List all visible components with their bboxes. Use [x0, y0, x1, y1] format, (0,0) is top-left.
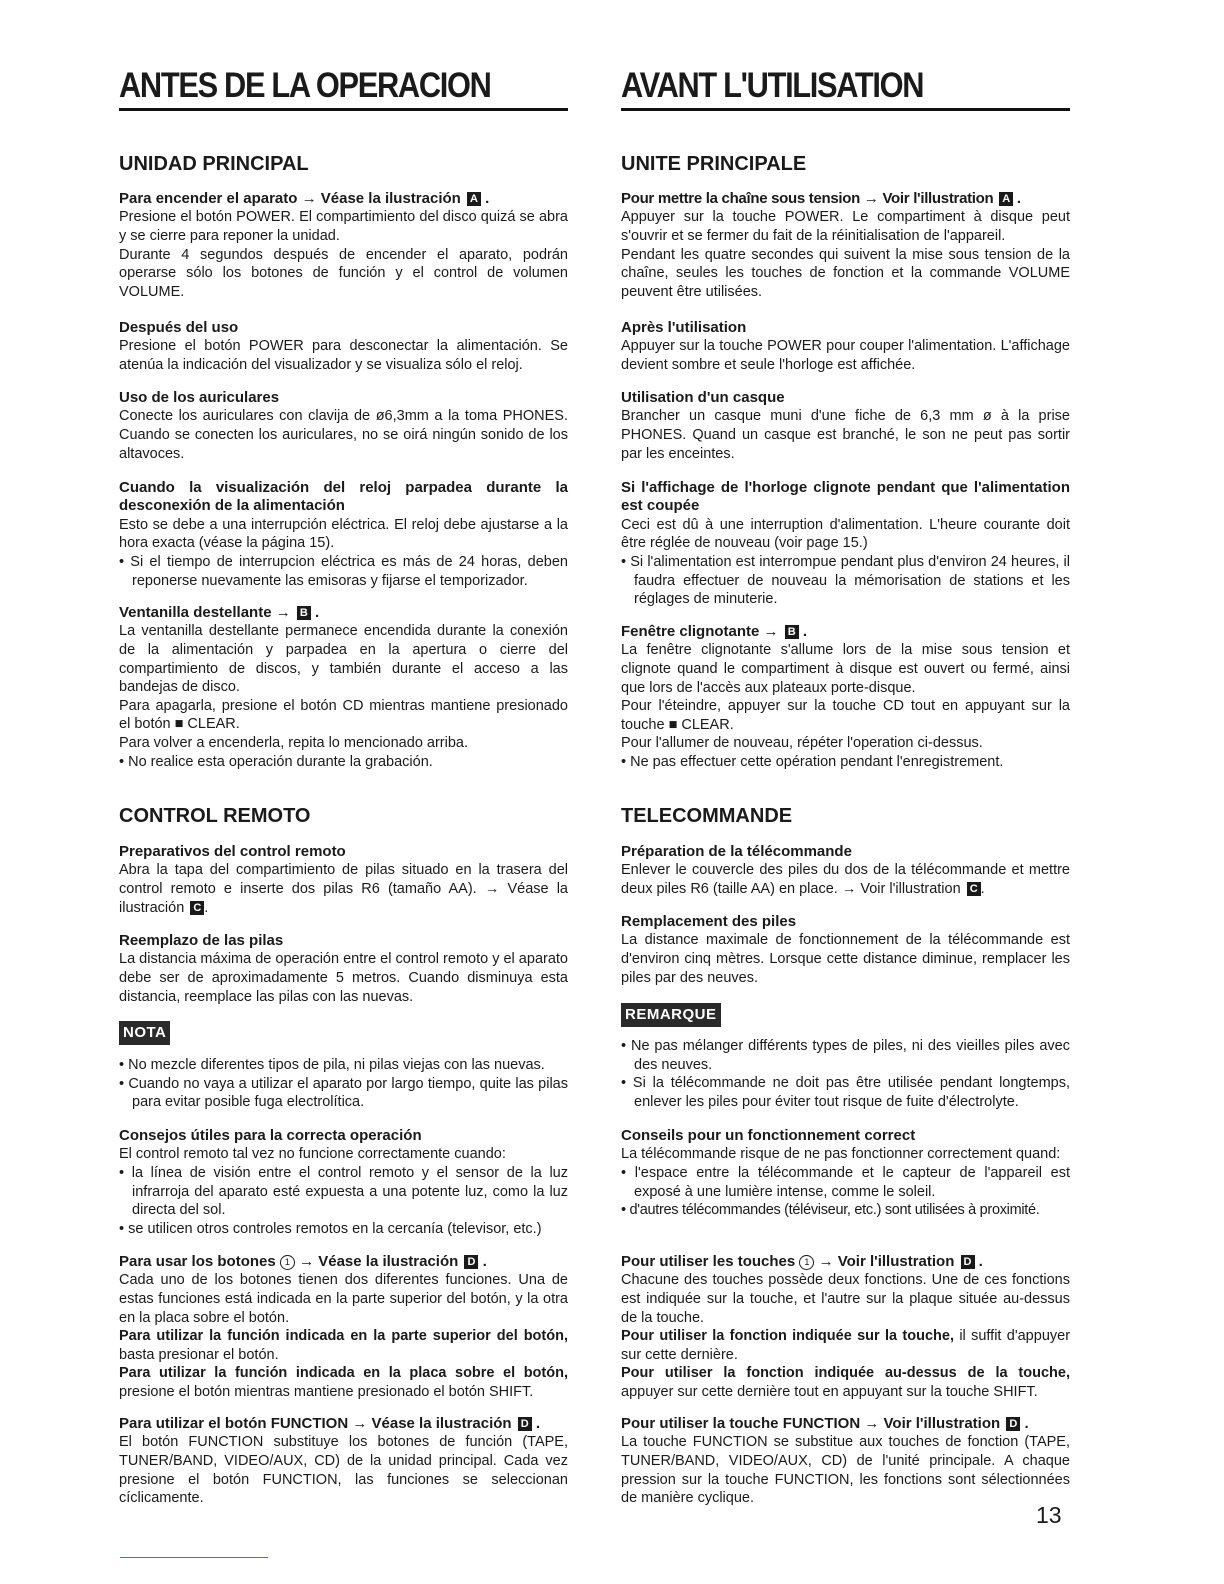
section-remote-fr [621, 804, 1070, 828]
section-heading-remote-fr: TELECOMMANDE [621, 805, 793, 827]
remote-prep-heading-fr: Préparation de la télécommande [621, 843, 852, 860]
window-p2-fr: Pour l'éteindre, appuyer sur la touche CD tout en appuyant sur la touche ■ CLEAR. [621, 698, 1070, 733]
illustration-badge-b-fr: B [785, 625, 799, 639]
circled-one-icon: 1 [280, 1255, 295, 1270]
section-unit-fr [621, 152, 1070, 176]
heading-end-fr: . [978, 1253, 983, 1270]
illustration-badge-d2-fr: D [1006, 1417, 1020, 1431]
circled-one-icon: 1 [799, 1255, 814, 1270]
buttons-bold2-es: Para utilizar la función indicada en la placa sobre el botón, [119, 1365, 568, 1382]
heading-end-fr: . [1024, 1415, 1029, 1432]
section-heading-unit-es: UNIDAD PRINCIPAL [119, 153, 309, 175]
headphones-es [119, 389, 568, 463]
buttons-bold1-es: Para utilizar la función indicada en la parte superior del botón, [119, 1328, 568, 1345]
illustration-badge-d-es: D [464, 1255, 478, 1269]
remote-prep-heading-es: Preparativos del control remoto [119, 843, 346, 860]
headphones-heading-es: Uso de los auriculares [119, 389, 280, 406]
title-rule-es [119, 108, 568, 111]
after-use-p1-es: Presione el botón POWER para desconectar la alimentación. Se atenúa la indicación del visualizador y se visualiza sólo el reloj. [119, 338, 568, 373]
heading-end-fr: . [1016, 190, 1021, 207]
buttons-heading-ref-es: → Véase la ilustración [299, 1253, 459, 1270]
buttons-bold1-fr: Pour utiliser la fonction indiquée sur la touche, [621, 1328, 954, 1345]
french-column [621, 66, 1071, 1507]
clock-blink-bullet-es: • Si el tiempo de interrupcion eléctrica es más de 24 horas, deben reponerse nuevamente las emisoras y fijarse el temporizador. [119, 554, 568, 589]
function-fr [621, 1415, 1070, 1508]
section-heading-remote-es: CONTROL REMOTO [119, 805, 311, 827]
buttons-heading-text-fr: Pour utiliser les touches [621, 1253, 796, 1270]
power-on-fr [621, 190, 1070, 301]
section-unit-es [119, 152, 568, 176]
buttons-p1-fr: Chacune des touches possède deux fonctions. Une de ces fonctions est indiquée sur la touche, et l'autre sur la plaque située au-dessus de la touche. [621, 1272, 1070, 1326]
buttons-heading-text-es: Para usar los botones [119, 1253, 276, 1270]
buttons-heading-es [119, 1253, 568, 1271]
illustration-badge-b-es: B [297, 606, 311, 620]
tips-bullet-2-fr: • d'autres télécommandes (téléviseur, etc.) sont utilisées à proximité. [621, 1202, 1040, 1219]
buttons-p3-fr [621, 1364, 1070, 1401]
note-bullet-2-fr: • Si la télécommande ne doit pas être utilisée pendant longtemps, enlever les piles pour éviter tout risque de fuite d'électrolyte. [621, 1075, 1070, 1110]
tips-bullet-1-es: • la línea de visión entre el control remoto y el sensor de la luz infrarroja del aparato esté expuesta a una potente luz, como la luz directa del sol. [119, 1165, 568, 1219]
headphones-p1-fr: Brancher un casque muni d'une fiche de 6,3 mm ø à la prise PHONES. Quand un casque est branché, le son ne peut pas sortir par les enceintes. [621, 408, 1070, 462]
remote-prep-text-es: Abra la tapa del compartimiento de pilas situado en la trasera del control remoto e inserte dos pilas R6 (tamaño AA). → Véase la ilustración [119, 862, 568, 916]
illustration-badge-c-es: C [190, 901, 204, 915]
buttons-rest1-es: basta presionar el botón. [119, 1346, 279, 1363]
power-on-heading-text-es: Para encender el aparato → Véase la ilustración [119, 190, 461, 207]
note-badge-es: NOTA [119, 1021, 170, 1045]
window-p1-es: La ventanilla destellante permanece encendida durante la conexión de la alimentación y parpadea en la apertura o cierre del compartimiento de discos, y también durante el acceso a las bandejas de disco. [119, 623, 568, 696]
clock-blink-es [119, 479, 568, 590]
after-use-heading-fr: Après l'utilisation [621, 319, 747, 336]
function-p1-es: El botón FUNCTION substituye los botones de función (TAPE, TUNER/BAND, VIDEO/AUX, CD) de la unidad principal. Cada vez presione el botón FUNCTION, las funciones se seleccionan cíclicamente. [119, 1434, 568, 1507]
page-title-es: ANTES DE LA OPERACION [119, 66, 491, 105]
battery-fr [621, 913, 1070, 987]
clock-blink-heading-es: Cuando la visualización del reloj parpadea durante la desconexión de la alimentación [119, 479, 568, 515]
window-p3-fr: Pour l'allumer de nouveau, répéter l'operation ci-dessus. [621, 735, 983, 752]
power-on-heading-text-fr: Pour mettre la chaîne sous tension → Voir l'illustration [621, 190, 994, 207]
footer-link-line [120, 1557, 268, 1558]
note-bullets-es [119, 1056, 568, 1112]
tips-heading-fr: Conseils pour un fonctionnement correct [621, 1127, 916, 1144]
tips-heading-es: Consejos útiles para la correcta operación [119, 1127, 422, 1144]
buttons-es [119, 1253, 568, 1402]
note-badge-fr: REMARQUE [621, 1003, 721, 1027]
function-es [119, 1415, 568, 1508]
page-title-fr: AVANT L'UTILISATION [621, 66, 924, 105]
buttons-p1-es: Cada uno de los botones tienen dos diferentes funciones. Una de estas funciones está indicada en la parte superior del botón, y la otra en la placa sobre el botón. [119, 1272, 568, 1326]
power-on-p2-es: Durante 4 segundos después de encender el aparato, podrán operarse sólo los botones de función y el control de volumen VOLUME. [119, 246, 568, 300]
spanish-column [119, 66, 568, 1507]
remote-prep-p1-es [119, 861, 568, 917]
heading-end-fr: . [802, 623, 807, 640]
battery-heading-fr: Remplacement des piles [621, 913, 797, 930]
power-on-p1-es: Presione el botón POWER. El compartimiento del disco quizá se abra y se cierre para reponer la unidad. [119, 209, 568, 244]
title-rule-fr [621, 108, 1070, 111]
buttons-bold2-fr: Pour utiliser la fonction indiquée au-dessus de la touche, [621, 1365, 1070, 1382]
heading-end-es: . [315, 604, 320, 621]
note-bullet-1-fr: • Ne pas mélanger différents types de piles, ni des vieilles piles avec des neuves. [621, 1038, 1070, 1073]
battery-p1-fr: La distance maximale de fonctionnement de la télécommande est d'environ cinq mètres. Lorsque cette distance diminue, remplacer les piles par des neuves. [621, 932, 1070, 986]
power-on-p2-fr: Pendant les quatre secondes qui suivent la mise sous tension de la chaîne, seules les touches de fonction et la commande VOLUME peuvent être utilisées. [621, 246, 1070, 300]
buttons-fr [621, 1253, 1070, 1402]
remote-prep-es [119, 843, 568, 917]
section-remote-es [119, 804, 568, 828]
window-fr [621, 623, 1070, 772]
power-on-heading-fr [621, 190, 1070, 208]
note-fr [621, 1003, 1070, 1027]
heading-end-es: . [535, 1415, 541, 1432]
function-heading-text-es: Para utilizar el botón FUNCTION → Véase la ilustración [119, 1415, 512, 1432]
window-heading-text-fr: Fenêtre clignotante → [621, 623, 779, 640]
power-on-p1-fr: Appuyer sur la touche POWER. Le compartiment à disque peut s'ouvrir et se fermer du fait de la réinitialisation de l'appareil. [621, 209, 1070, 244]
illustration-badge-c-fr: C [967, 882, 981, 896]
heading-end-es: . [485, 190, 490, 207]
power-on-heading-es [119, 190, 568, 208]
buttons-p3-es [119, 1364, 568, 1401]
buttons-p2-es [119, 1327, 568, 1364]
window-p2-es: Para apagarla, presione el botón CD mientras mantiene presionado el botón ■ CLEAR. [119, 697, 568, 733]
function-heading-text-fr: Pour utiliser la touche FUNCTION → Voir l'illustration [621, 1415, 1001, 1432]
illustration-badge-a-fr: A [999, 192, 1013, 206]
remote-prep-text-fr: Enlever le couvercle des piles du dos de la télécommande et mettre deux piles R6 (taille AA) en place. → Voir l'illustration [621, 862, 1070, 897]
buttons-heading-fr [621, 1253, 1070, 1271]
clock-blink-fr [621, 479, 1070, 609]
window-bullet-es: • No realice esta operación durante la grabación. [119, 753, 433, 770]
after-use-fr [621, 319, 1070, 375]
clock-blink-heading-fr: Si l'affichage de l'horloge clignote pendant que l'alimentation est coupée [621, 479, 1070, 515]
tips-bullet-2-es: • se utilicen otros controles remotos en la cercanía (televisor, etc.) [119, 1220, 542, 1237]
buttons-rest2-fr: appuyer sur cette dernière tout en appuyant sur la touche SHIFT. [621, 1383, 1038, 1400]
function-heading-es [119, 1415, 568, 1433]
illustration-badge-d-fr: D [961, 1255, 975, 1269]
battery-heading-es: Reemplazo de las pilas [119, 932, 284, 949]
function-p1-fr: La touche FUNCTION se substitue aux touches de fonction (TAPE, TUNER/BAND, VIDEO/AUX, CD) de l'unité principale. A chaque pression sur la touche FUNCTION, les fonctions sont sélectionnées de manière cyclique. [621, 1434, 1070, 1507]
note-bullet-1-es: • No mezcle diferentes tipos de pila, ni pilas viejas con las nuevas. [119, 1057, 545, 1073]
power-on-es [119, 190, 568, 301]
headphones-heading-fr: Utilisation d'un casque [621, 389, 785, 406]
tips-bullet-1-fr: • l'espace entre la télécommande et le capteur de l'appareil est exposé à une lumière intense, comme le soleil. [621, 1165, 1070, 1200]
remote-prep-fr [621, 843, 1070, 899]
window-bullet-fr: • Ne pas effectuer cette opération pendant l'enregistrement. [621, 753, 1004, 770]
tips-es [119, 1127, 568, 1238]
buttons-heading-ref-fr: → Voir l'illustration [818, 1253, 955, 1270]
after-use-es [119, 319, 568, 375]
function-heading-fr [621, 1415, 1070, 1433]
clock-blink-p1-fr: Ceci est dû à une interruption d'alimentation. L'heure courante doit être réglée de nouveau (voir page 15.) [621, 516, 1070, 552]
after-use-p1-fr: Appuyer sur la touche POWER pour couper l'alimentation. L'affichage devient sombre et seule l'horloge est affichée. [621, 338, 1070, 373]
window-heading-fr [621, 623, 1070, 641]
buttons-rest1-fr: il suffit d'appuyer sur cette dernière. [621, 1328, 1071, 1363]
note-bullet-2-es: • Cuando no vaya a utilizar el aparato por largo tiempo, quite las pilas para evitar posible fuga electrolítica. [119, 1075, 568, 1111]
heading-end-es: . [482, 1253, 487, 1270]
remote-prep-p1-fr [621, 861, 1070, 898]
note-bullets-fr [621, 1037, 1070, 1111]
clock-blink-p1-es: Esto se debe a una interrupción eléctrica. El reloj debe ajustarse a la hora exacta (véase la página 15). [119, 516, 568, 552]
window-heading-text-es: Ventanilla destellante → [119, 604, 291, 621]
clock-blink-bullet-fr: • Si l'alimentation est interrompue pendant plus d'environ 24 heures, il faudra effectuer de nouveau la mémorisation de stations et les réglages de minuterie. [621, 554, 1070, 608]
note-es [119, 1021, 568, 1045]
tips-fr [621, 1127, 1070, 1220]
headphones-fr [621, 389, 1070, 463]
battery-p1-es: La distancia máxima de operación entre el control remoto y el aparato debe ser de aproximadamente 5 metros. Cuando disminuya esta distancia, reemplace las pilas con las nuevas. [119, 951, 568, 1005]
battery-es [119, 932, 568, 1006]
window-p3-es: Para volver a encenderla, repita lo mencionado arriba. [119, 734, 469, 751]
buttons-rest2-es: presione el botón mientras mantiene presionado el botón SHIFT. [119, 1383, 534, 1400]
remote-prep-end-fr: . [980, 881, 985, 897]
headphones-p1-es: Conecte los auriculares con clavija de ø6,3mm a la toma PHONES. Cuando se conecten los auriculares, no se oirá ningún sonido de los altavoces. [119, 408, 568, 462]
page-number: 13 [1036, 1502, 1062, 1528]
buttons-p2-fr [621, 1327, 1070, 1364]
after-use-heading-es: Después del uso [119, 319, 239, 336]
window-es [119, 604, 568, 771]
remote-prep-end-es: . [204, 899, 209, 916]
window-heading-es [119, 604, 568, 622]
section-heading-unit-fr: UNITE PRINCIPALE [621, 153, 807, 175]
illustration-badge-d2-es: D [518, 1417, 532, 1431]
tips-p1-es: El control remoto tal vez no funcione correctamente cuando: [119, 1146, 506, 1163]
tips-p1-fr: La télécommande risque de ne pas fonctionner correctement quand: [621, 1146, 1061, 1163]
window-p1-fr: La fenêtre clignotante s'allume lors de la mise sous tension et clignote quand le compartiment à disque est ouvert ou fermé, ainsi que lors de l'accès aux plateaux porte-disque. [621, 642, 1070, 696]
illustration-badge-a-es: A [467, 192, 481, 206]
